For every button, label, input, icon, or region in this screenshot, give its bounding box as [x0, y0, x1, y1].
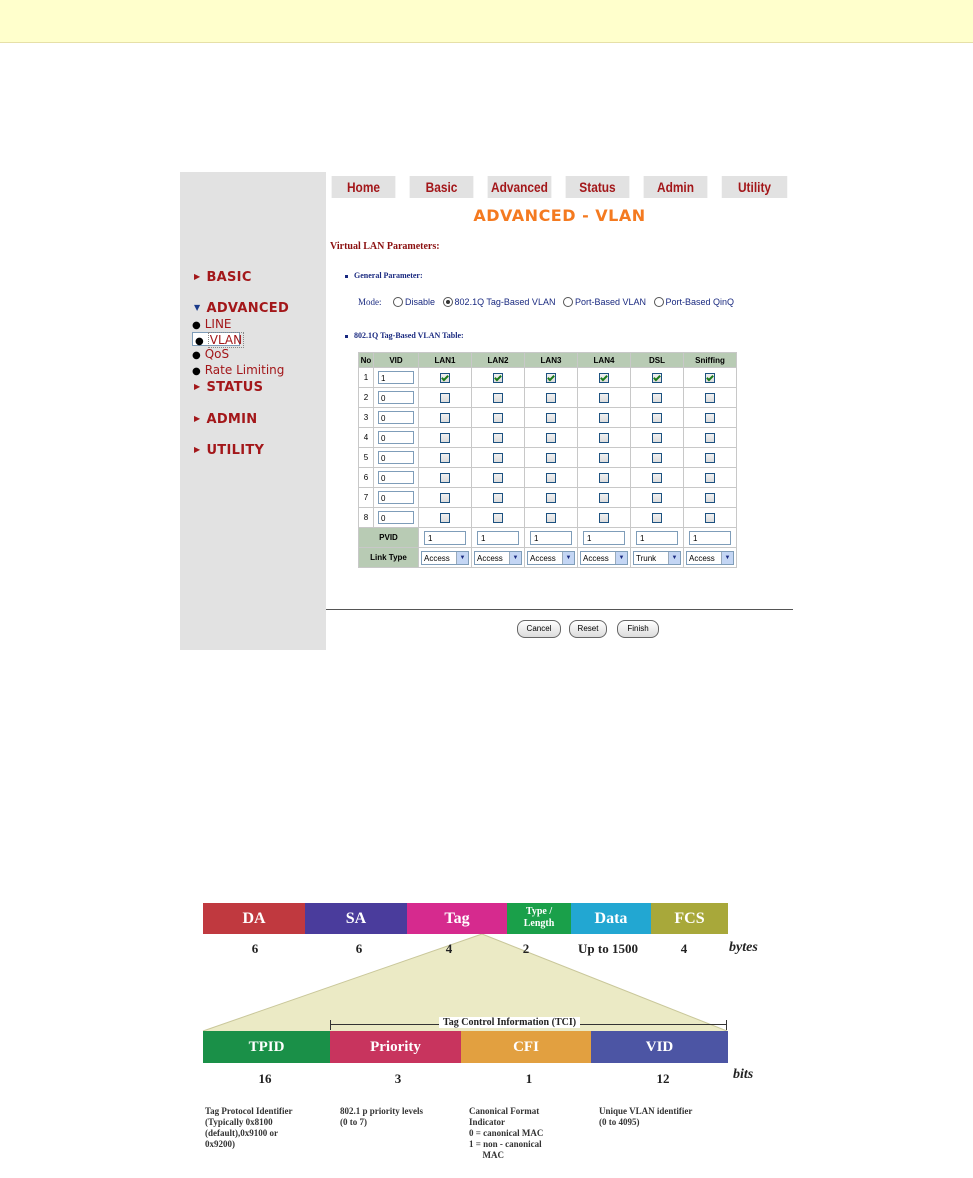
tci-label: Tag Control Information (TCI)	[439, 1017, 580, 1028]
bullet-icon: ●	[192, 350, 201, 361]
sidebar-item-status[interactable]: ▶ STATUS	[194, 380, 264, 395]
frame-field-size: 2	[522, 941, 530, 956]
tag-field-bits: 16	[258, 1071, 272, 1086]
frame-field-label: SA	[345, 910, 367, 927]
tab-advanced[interactable]: Advanced	[488, 176, 552, 198]
pvid-input[interactable]: 1	[424, 531, 466, 545]
vid-input[interactable]: 0	[378, 471, 414, 484]
vid-input[interactable]: 0	[378, 391, 414, 404]
sidebar-subitem-vlan[interactable]: ● VLAN	[192, 332, 240, 346]
pvid-input[interactable]: 1	[689, 531, 731, 545]
frame-field-3	[407, 903, 507, 934]
frame-field-size: 6	[355, 941, 363, 956]
triangle-right-icon: ▶	[194, 414, 201, 423]
col-header: Sniffing	[684, 353, 736, 367]
frame-field-2	[305, 903, 407, 934]
chevron-down-icon[interactable]: ▼	[721, 552, 733, 564]
section-title: Virtual LAN Parameters:	[330, 241, 440, 252]
tag-field-description: Unique VLAN identifier (0 to 4095)	[599, 1106, 693, 1127]
finish-button[interactable]: Finish	[617, 620, 659, 638]
link-type-label: Link Type	[359, 548, 418, 567]
col-header: LAN1	[419, 353, 471, 367]
tag-field-bits: 3	[394, 1071, 402, 1086]
sidebar-subitem-qos[interactable]: ● QoS	[192, 347, 230, 361]
chevron-down-icon[interactable]: ▼	[615, 552, 627, 564]
frame-field-size: 6	[251, 941, 259, 956]
sidebar-item-admin[interactable]: ▶ ADMIN	[194, 412, 258, 427]
pvid-input[interactable]: 1	[636, 531, 678, 545]
general-parameter-heading: General Parameter:	[345, 271, 423, 280]
col-header: DSL	[631, 353, 683, 367]
link-type-select[interactable]: Access ▼	[580, 551, 628, 565]
link-type-select[interactable]: Access ▼	[527, 551, 575, 565]
col-header: LAN3	[525, 353, 577, 367]
chevron-down-icon[interactable]: ▼	[456, 552, 468, 564]
bullet-icon: ●	[192, 366, 201, 377]
row-number: 6	[359, 468, 373, 487]
frame-field-6	[651, 903, 728, 934]
frame-field-4	[507, 903, 571, 934]
frame-field-label: Data	[594, 910, 628, 927]
cancel-button[interactable]: Cancel	[517, 620, 561, 638]
sidebar-item-basic[interactable]: ▶ BASIC	[194, 270, 252, 285]
vid-input[interactable]: 0	[378, 491, 414, 504]
frame-field-5	[571, 903, 651, 934]
frame-field-size: Up to 1500	[578, 941, 638, 956]
mode-label: Mode:	[358, 297, 382, 307]
frame-field-size: 4	[680, 941, 688, 956]
col-header: VID	[374, 353, 418, 367]
link-type-select[interactable]: Access ▼	[474, 551, 522, 565]
frame-field-label: DA	[242, 910, 266, 927]
row-number: 7	[359, 488, 373, 507]
frame-field-label: FCS	[674, 910, 705, 927]
tag-field-vid: VID	[591, 1031, 728, 1063]
pvid-input[interactable]: 1	[583, 531, 625, 545]
tci-bracket	[330, 1018, 727, 1028]
frame-field-size: 4	[445, 941, 453, 956]
tag-field-cfi: CFI	[461, 1031, 591, 1063]
tab-basic[interactable]: Basic	[410, 176, 474, 198]
link-type-select[interactable]: Access ▼	[421, 551, 469, 565]
triangle-right-icon: ▶	[194, 445, 201, 454]
row-number: 3	[359, 408, 373, 427]
triangle-right-icon: ▶	[194, 382, 201, 391]
chevron-down-icon[interactable]: ▼	[668, 552, 680, 564]
col-header: LAN4	[578, 353, 630, 367]
vid-input[interactable]: 1	[378, 371, 414, 384]
vid-input[interactable]: 0	[378, 451, 414, 464]
sidebar-item-advanced[interactable]: ▼ ADVANCED	[194, 301, 290, 316]
page-title: ADVANCED - VLAN	[473, 206, 646, 225]
mode-option-disable[interactable]: Disable	[393, 297, 435, 307]
col-header: No	[359, 353, 373, 367]
tag-field-description: Tag Protocol Identifier (Typically 0x8100 (default),0x9100 or 0x9200)	[205, 1106, 293, 1149]
link-type-select[interactable]: Access ▼	[686, 551, 734, 565]
sidebar-subitem-line[interactable]: ● LINE	[192, 317, 232, 331]
pvid-input[interactable]: 1	[530, 531, 572, 545]
col-header: LAN2	[472, 353, 524, 367]
row-number: 2	[359, 388, 373, 407]
frame-field-label: Type / Length	[523, 906, 555, 929]
bytes-unit: bytes	[729, 940, 758, 955]
vid-input[interactable]: 0	[378, 411, 414, 424]
reset-button[interactable]: Reset	[569, 620, 607, 638]
tab-utility[interactable]: Utility	[722, 176, 787, 198]
vid-input[interactable]: 0	[378, 511, 414, 524]
pvid-input[interactable]: 1	[477, 531, 519, 545]
tag-field-priority: Priority	[330, 1031, 461, 1063]
frame-field-1	[203, 903, 305, 934]
row-number: 5	[359, 448, 373, 467]
chevron-down-icon[interactable]: ▼	[562, 552, 574, 564]
tab-admin[interactable]: Admin	[644, 176, 708, 198]
row-number: 8	[359, 508, 373, 527]
frame-field-label: Tag	[444, 910, 470, 927]
chevron-down-icon[interactable]: ▼	[509, 552, 521, 564]
triangle-down-icon: ▼	[194, 303, 201, 312]
link-type-select[interactable]: Trunk ▼	[633, 551, 681, 565]
sidebar-item-utility[interactable]: ▶ UTILITY	[194, 443, 265, 458]
bullet-icon: ●	[192, 320, 201, 331]
bits-unit: bits	[733, 1067, 754, 1082]
mode-option-port-qinq[interactable]: Port-Based QinQ	[654, 297, 735, 307]
tab-status[interactable]: Status	[566, 176, 630, 198]
triangle-right-icon: ▶	[194, 272, 201, 281]
sidebar-subitem-rate-limiting[interactable]: ● Rate Limiting	[192, 363, 285, 377]
tab-home[interactable]: Home	[332, 176, 396, 198]
pvid-label: PVID	[359, 528, 418, 547]
tag-field-bits: 12	[656, 1071, 670, 1086]
row-number: 4	[359, 428, 373, 447]
bullet-icon: ●	[195, 336, 204, 347]
mode-option-tag-based[interactable]: 802.1Q Tag-Based VLAN	[443, 297, 556, 307]
mode-option-port-based[interactable]: Port-Based VLAN	[563, 297, 646, 307]
row-number: 1	[359, 368, 373, 387]
tag-field-tpid: TPID	[203, 1031, 330, 1063]
vlan-table-heading: 802.1Q Tag-Based VLAN Table:	[345, 331, 464, 340]
tag-field-description: 802.1 p priority levels (0 to 7)	[340, 1106, 423, 1127]
vid-input[interactable]: 0	[378, 431, 414, 444]
tag-field-description: Canonical Format Indicator 0 = canonical MAC 1 = non - canonical MAC	[469, 1106, 544, 1160]
tag-field-bits: 1	[525, 1071, 533, 1086]
